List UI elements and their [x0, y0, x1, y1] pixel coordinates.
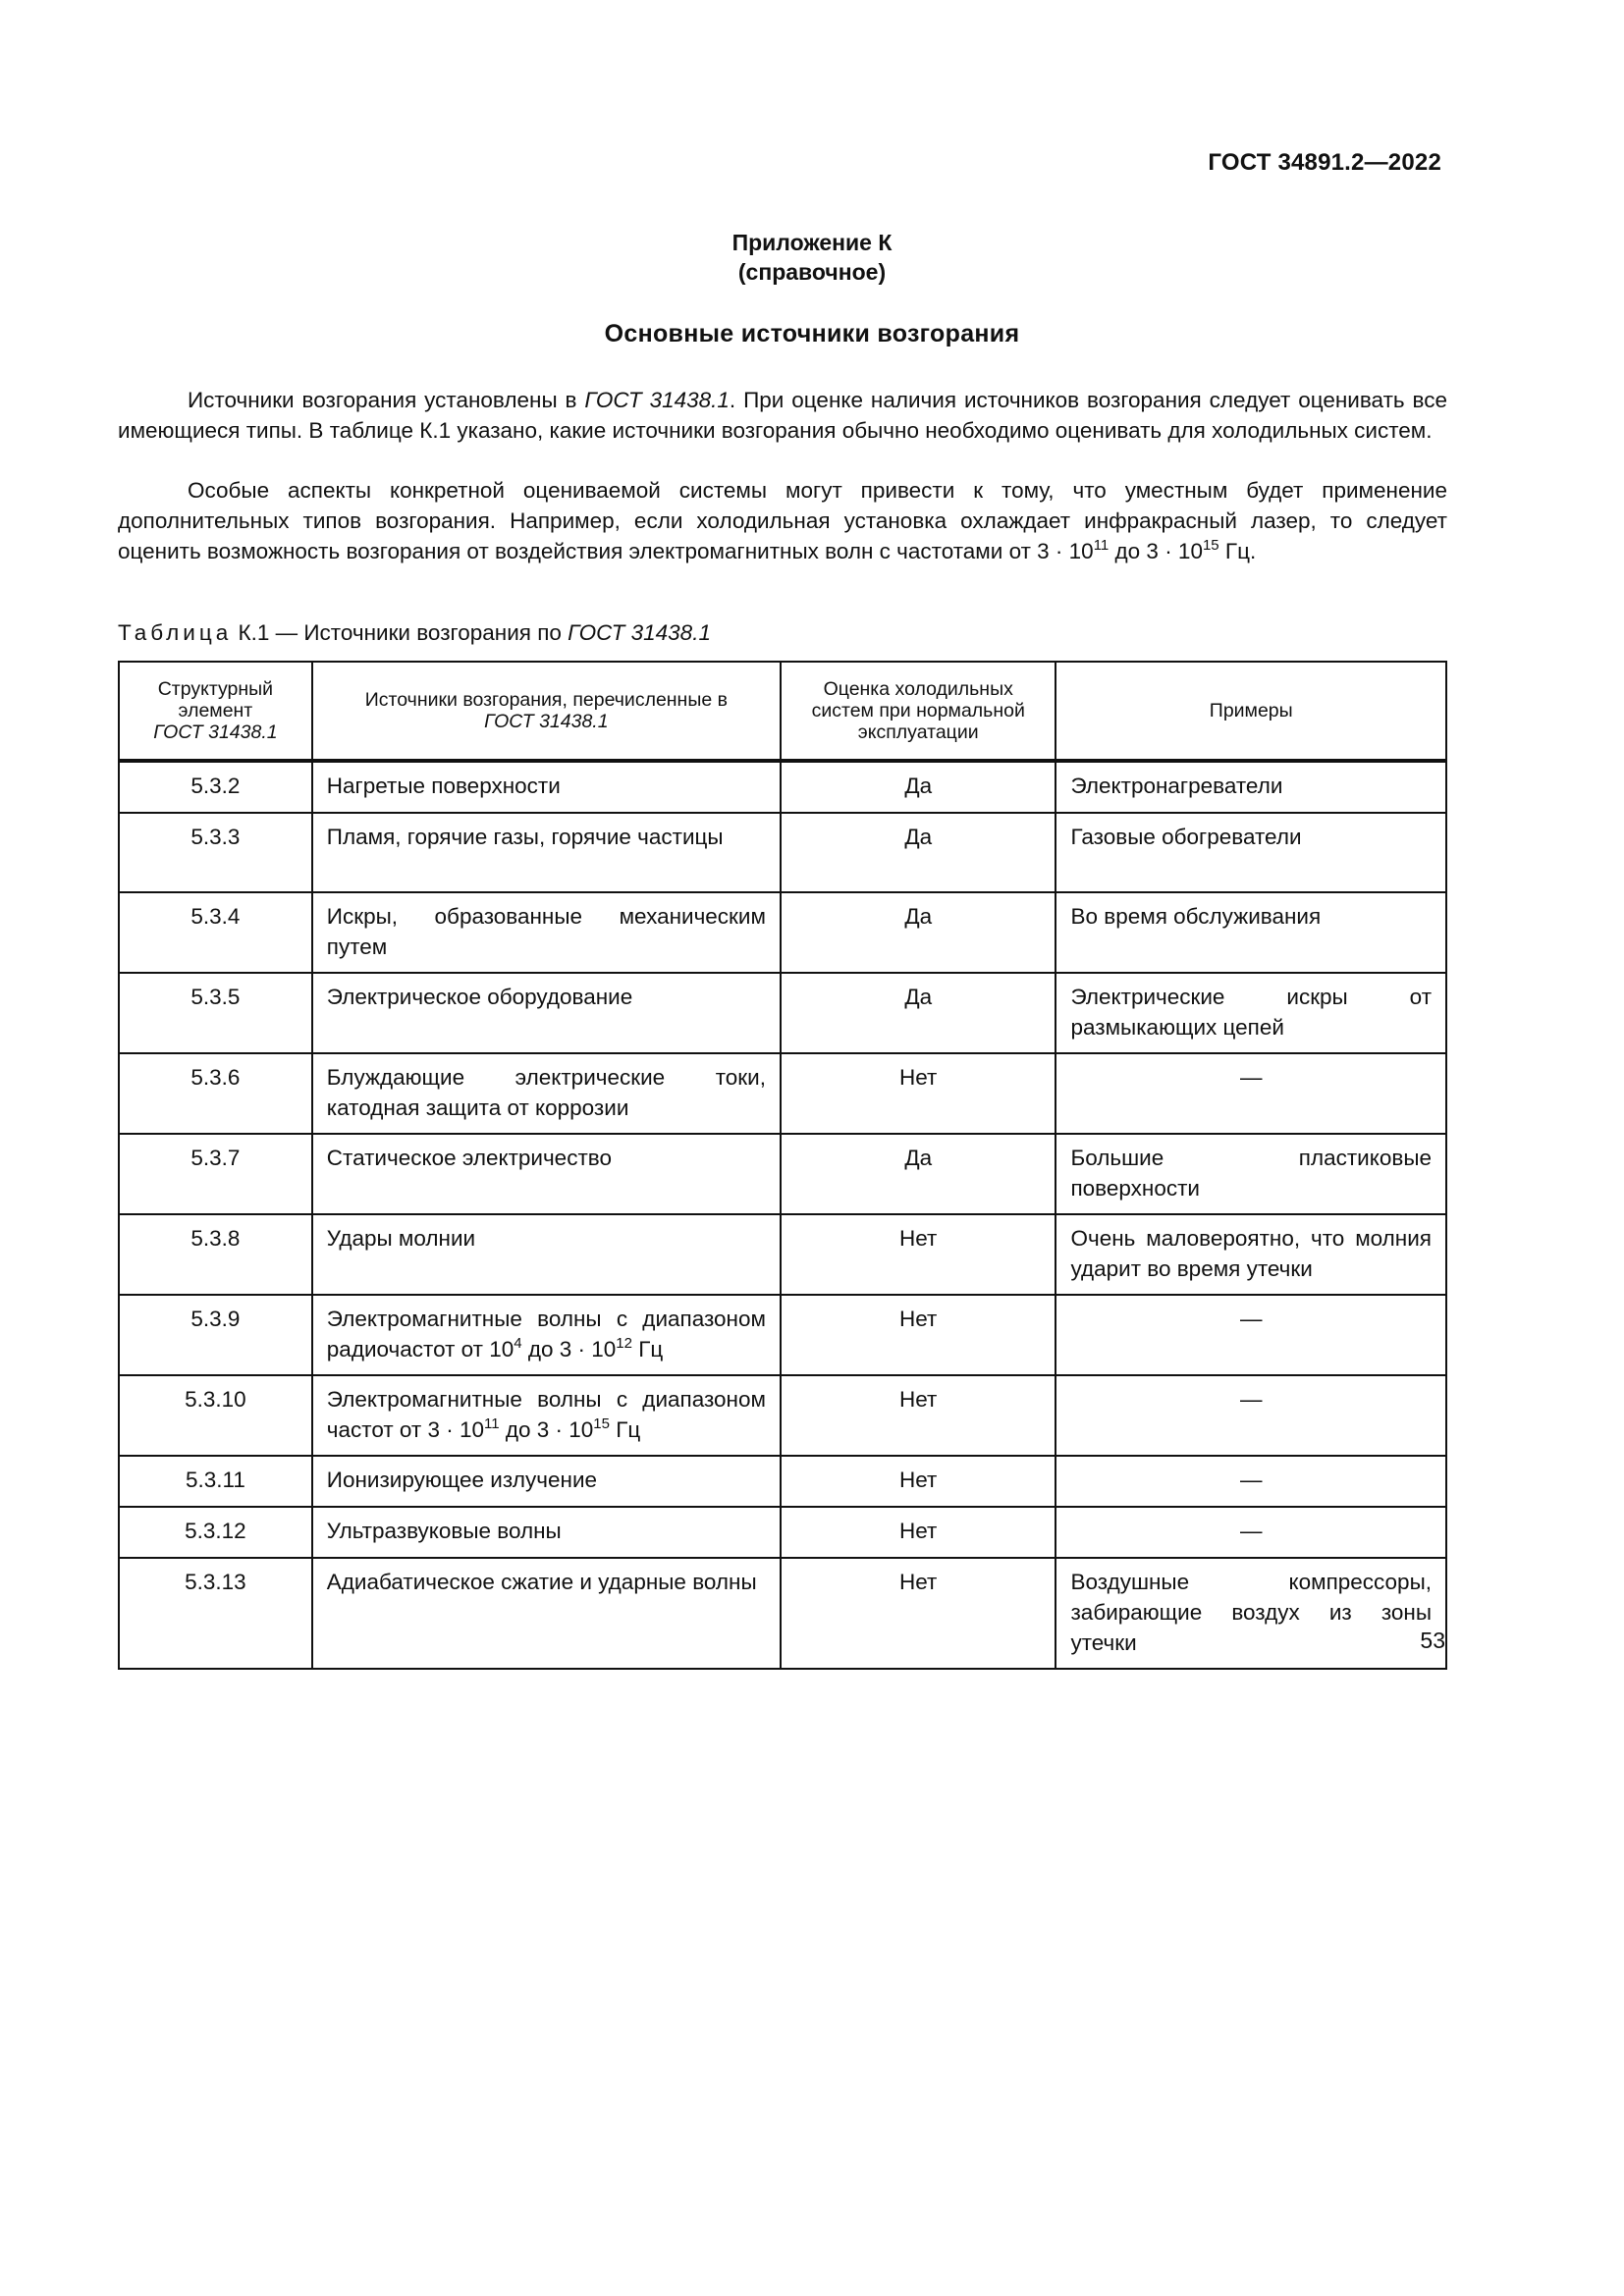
cell-example: — — [1056, 1295, 1446, 1375]
cell-source: Блуждающие электрические токи, катодная защита от коррозии — [312, 1053, 781, 1134]
source-text: до 3 · 10 — [521, 1337, 617, 1362]
cell-evaluation: Нет — [781, 1214, 1056, 1295]
cell-example: Газовые обогреватели — [1056, 813, 1446, 892]
table-caption — [118, 620, 711, 646]
cell-number: 5.3.2 — [119, 761, 312, 813]
cell-example: — — [1056, 1507, 1446, 1558]
cell-number: 5.3.3 — [119, 813, 312, 892]
header-evaluation: Оценка холодильных систем при нормальной эксплуатации — [781, 662, 1056, 761]
table-row — [119, 1456, 1446, 1507]
header-reference: ГОСТ 31438.1 — [153, 721, 278, 743]
source-text: до 3 · 10 — [499, 1417, 594, 1442]
paragraph-2-text-end: Гц. — [1218, 539, 1257, 563]
cell-number: 5.3.6 — [119, 1053, 312, 1134]
cell-evaluation: Да — [781, 892, 1056, 973]
document-code: ГОСТ 34891.2—2022 — [1208, 149, 1441, 176]
cell-evaluation: Да — [781, 1134, 1056, 1214]
cell-example: Большие пластиковые поверхности — [1056, 1134, 1446, 1214]
cell-number: 5.3.9 — [119, 1295, 312, 1375]
table-row — [119, 1507, 1446, 1558]
cell-evaluation: Нет — [781, 1456, 1056, 1507]
table-row — [119, 892, 1446, 973]
cell-evaluation: Нет — [781, 1053, 1056, 1134]
cell-number: 5.3.11 — [119, 1456, 312, 1507]
exponent: 15 — [593, 1415, 610, 1432]
cell-example: Очень маловероятно, что молния ударит во время утечки — [1056, 1214, 1446, 1295]
table-row — [119, 813, 1446, 892]
paragraph-1-text-cont: . При оценке наличия источников возгорания следует оценивать все имеющиеся типы. В таблице К.1 указано, какие источники возгорания обычно необходимо оценивать для холодильных систем. — [118, 388, 1447, 443]
table-caption-text: К.1 — Источники возгорания по — [232, 620, 568, 645]
source-text: Гц — [609, 1417, 641, 1442]
table-row — [119, 973, 1446, 1053]
cell-evaluation: Нет — [781, 1375, 1056, 1456]
appendix-heading — [0, 228, 1624, 287]
cell-example: Электронагреватели — [1056, 761, 1446, 813]
exponent: 12 — [616, 1335, 632, 1352]
table-row — [119, 1214, 1446, 1295]
cell-source: Удары молнии — [312, 1214, 781, 1295]
header-reference: ГОСТ 31438.1 — [484, 711, 609, 732]
cell-example: — — [1056, 1375, 1446, 1456]
source-text: Электромагнитные волны с диапазоном частот от 3 · 10 — [326, 1387, 766, 1442]
cell-source: Нагретые поверхности — [312, 761, 781, 813]
paragraph-1-text: Источники возгорания установлены в — [188, 388, 585, 412]
appendix-kind: (справочное) — [737, 259, 887, 285]
header-text: Структурный элемент — [157, 678, 274, 721]
cell-source: Статическое электричество — [312, 1134, 781, 1214]
table-row — [119, 761, 1446, 813]
paragraph-2-text: Особые аспекты конкретной оцениваемой системы могут привести к тому, что уместным будет применение дополнительных типов возгорания. Например, если холодильная установка охлаждает инфракрасный лазер, то следует оценить возможность возгорания от воздействия электромагнитных волн с частотами от 3 · 10 — [118, 478, 1447, 563]
exponent: 15 — [1202, 537, 1219, 554]
cell-source — [312, 1295, 781, 1375]
cell-example: Воздушные компрессоры, забирающие воздух из зоны утечки — [1056, 1558, 1446, 1669]
cell-number: 5.3.7 — [119, 1134, 312, 1214]
paragraph-2 — [118, 475, 1447, 566]
table-row — [119, 1558, 1446, 1669]
header-ignition-sources — [312, 662, 781, 761]
page-number: 53 — [1420, 1628, 1445, 1653]
cell-example: — — [1056, 1456, 1446, 1507]
cell-example: Электрические искры от размыкающих цепей — [1056, 973, 1446, 1053]
cell-source: Ультразвуковые волны — [312, 1507, 781, 1558]
cell-source: Адиабатическое сжатие и ударные волны — [312, 1558, 781, 1669]
cell-source: Электрическое оборудование — [312, 973, 781, 1053]
cell-evaluation: Нет — [781, 1507, 1056, 1558]
source-text: Гц — [631, 1337, 664, 1362]
cell-source: Ионизирующее излучение — [312, 1456, 781, 1507]
appendix-title: Приложение К — [731, 230, 893, 255]
paragraph-1 — [118, 385, 1447, 446]
cell-number: 5.3.4 — [119, 892, 312, 973]
table-row — [119, 1134, 1446, 1214]
cell-number: 5.3.10 — [119, 1375, 312, 1456]
ignition-sources-table — [118, 661, 1447, 1670]
exponent: 11 — [484, 1415, 500, 1432]
table-row — [119, 1375, 1446, 1456]
cell-evaluation: Да — [781, 973, 1056, 1053]
cell-number: 5.3.12 — [119, 1507, 312, 1558]
cell-source: Пламя, горячие газы, горячие частицы — [312, 813, 781, 892]
header-structural-element — [119, 662, 312, 761]
section-title: Основные источники возгорания — [604, 320, 1020, 347]
paragraph-2-text-cont: до 3 · 10 — [1109, 539, 1203, 563]
exponent: 11 — [1093, 537, 1110, 554]
table-caption-reference: ГОСТ 31438.1 — [568, 620, 711, 645]
cell-evaluation: Нет — [781, 1558, 1056, 1669]
standard-reference: ГОСТ 31438.1 — [584, 388, 730, 412]
cell-number: 5.3.8 — [119, 1214, 312, 1295]
cell-evaluation: Да — [781, 813, 1056, 892]
header-examples: Примеры — [1056, 662, 1446, 761]
table-row — [119, 1295, 1446, 1375]
cell-evaluation: Да — [781, 761, 1056, 813]
cell-evaluation: Нет — [781, 1295, 1056, 1375]
cell-example: Во время обслуживания — [1056, 892, 1446, 973]
cell-source — [312, 1375, 781, 1456]
source-text: Электромагнитные волны с диапазоном радиочастот от 10 — [326, 1307, 766, 1362]
exponent: 4 — [514, 1335, 522, 1352]
table-header-row — [119, 662, 1446, 761]
cell-source: Искры, образованные механическим путем — [312, 892, 781, 973]
cell-example: — — [1056, 1053, 1446, 1134]
table-caption-prefix: Таблица — [118, 620, 233, 645]
cell-number: 5.3.13 — [119, 1558, 312, 1669]
table-row — [119, 1053, 1446, 1134]
cell-number: 5.3.5 — [119, 973, 312, 1053]
header-text: Источники возгорания, перечисленные в — [364, 689, 728, 711]
